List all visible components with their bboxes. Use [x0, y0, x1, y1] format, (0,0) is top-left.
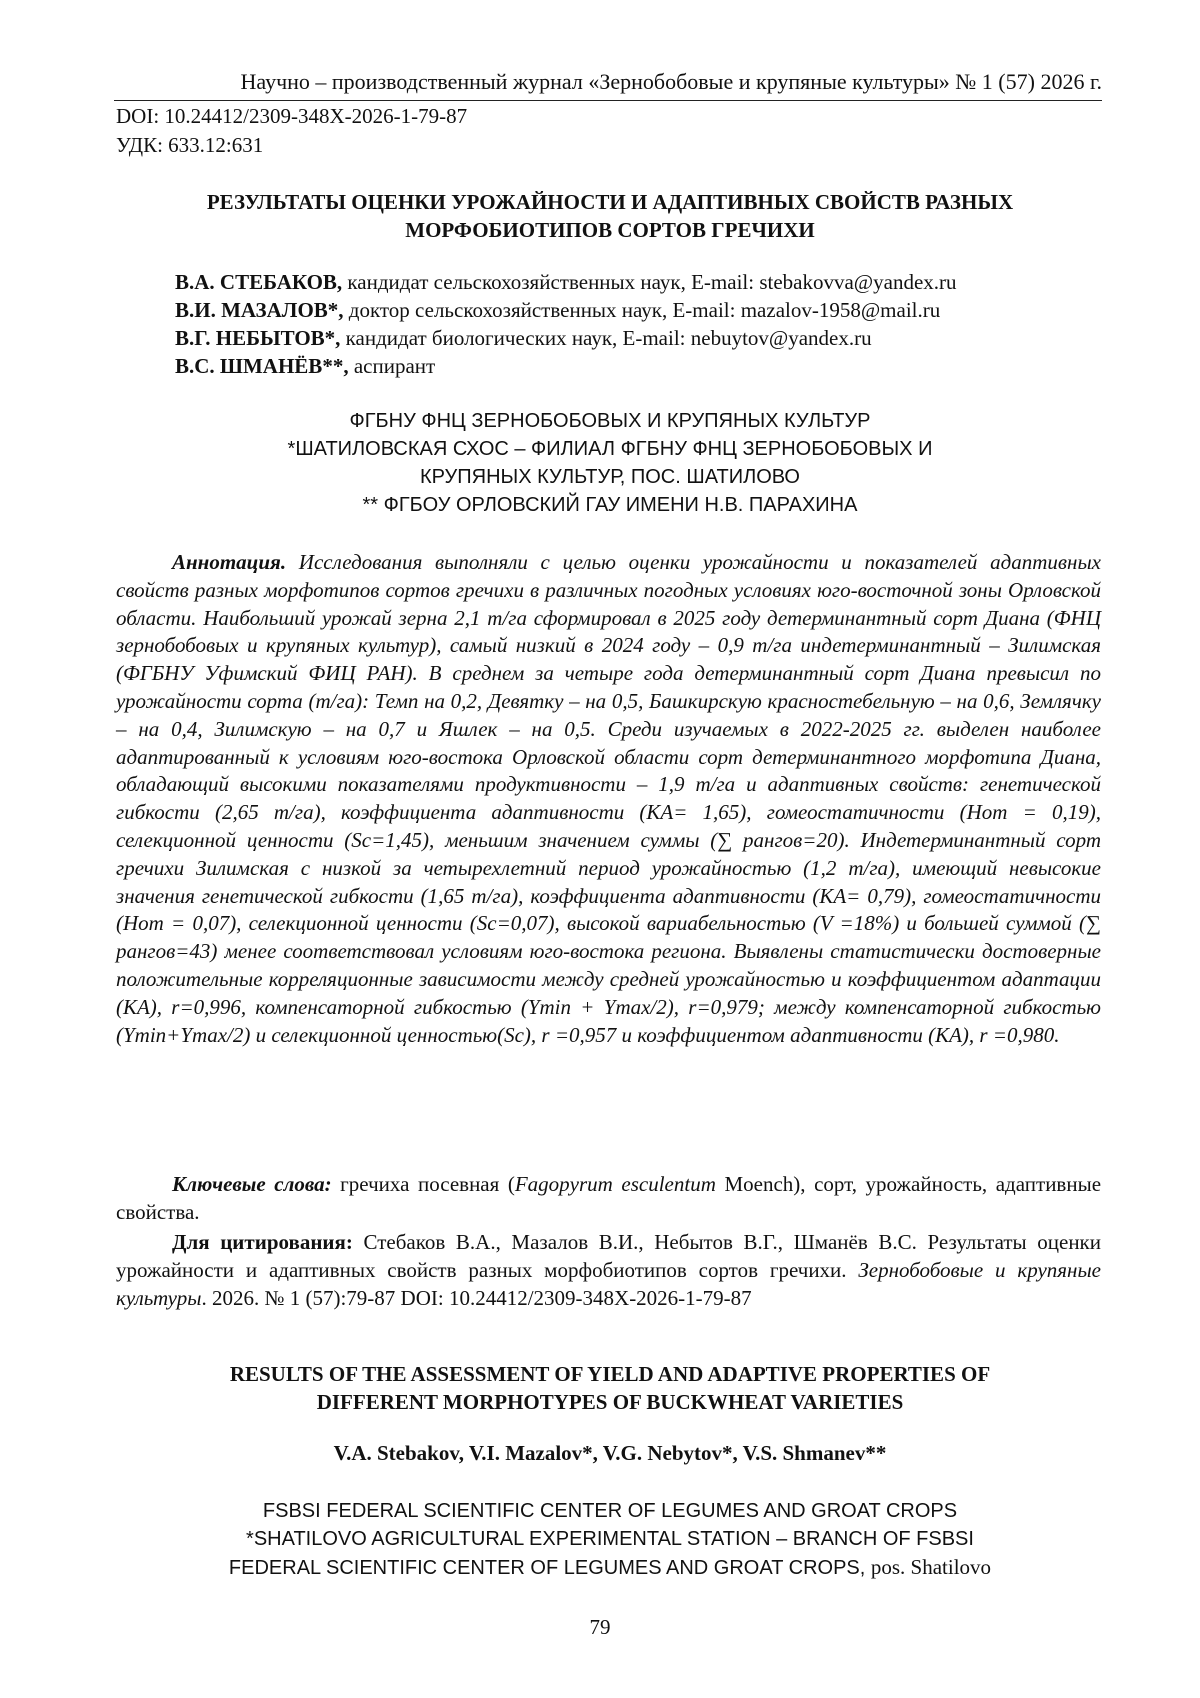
title-ru-line-2: МОРФОБИОТИПОВ СОРТОВ ГРЕЧИХИ	[405, 218, 815, 242]
keywords-label: Ключевые слова:	[172, 1172, 332, 1196]
affiliation-en-line-2: *SHATILOVO AGRICULTURAL EXPERIMENTAL STATION – BRANCH OF FSBSI	[246, 1528, 974, 1550]
article-title-en	[116, 1360, 1104, 1416]
author-line	[175, 352, 1115, 380]
keywords-paragraph	[116, 1170, 1101, 1226]
affiliation-ru-line-1: ФГБНУ ФНЦ ЗЕРНОБОБОВЫХ И КРУПЯНЫХ КУЛЬТУР	[349, 410, 871, 432]
article-title-ru	[116, 188, 1104, 244]
citation-paragraph	[116, 1228, 1101, 1312]
citation-journal: Зернобобовые и крупяные культуры	[116, 1258, 1101, 1310]
author-details: доктор сельскохозяйственных наук, E-mail: mazalov-1958@mail.ru	[348, 298, 941, 322]
affiliation-en-line-3-text: FEDERAL SCIENTIFIC CENTER OF LEGUMES AND GROAT CROPS,	[228, 1557, 866, 1579]
affiliations-ru	[116, 407, 1104, 519]
affiliation-ru-line-2: *ШАТИЛОВСКАЯ СХОС – ФИЛИАЛ ФГБНУ ФНЦ ЗЕРНОБОБОВЫХ И	[287, 438, 933, 460]
affiliation-ru-line-3: КРУПЯНЫХ КУЛЬТУР, ПОС. ШАТИЛОВО	[420, 466, 800, 488]
abstract-label: Аннотация.	[172, 550, 287, 574]
keywords-latin-name: Fagopyrum esculentum	[514, 1172, 716, 1196]
keywords-text-after: Moench), сорт, урожайность, адаптивные свойства.	[116, 1172, 1102, 1224]
citation-tail: . 2026. № 1 (57):79-87 DOI: 10.24412/2309-348X-2026-1-79-87	[201, 1286, 752, 1310]
journal-running-head: Научно – производственный журнал «Зернобобовые и крупяные культуры» № 1 (57) 2026 г.	[240, 69, 1102, 94]
author-name: В.А. СТЕБАКОВ,	[175, 270, 343, 294]
affiliation-en-line-1: FSBSI FEDERAL SCIENTIFIC CENTER OF LEGUMES AND GROAT CROPS	[262, 1500, 958, 1522]
authors-ru-list	[175, 268, 1115, 380]
page-number: 79	[589, 1615, 611, 1639]
author-details: аспирант	[353, 354, 436, 378]
author-line	[175, 324, 1115, 352]
abstract-paragraph	[116, 549, 1101, 1049]
keywords-text-before: гречиха посевная (	[340, 1172, 515, 1196]
title-ru-line-1: РЕЗУЛЬТАТЫ ОЦЕНКИ УРОЖАЙНОСТИ И АДАПТИВНЫХ СВОЙСТВ РАЗНЫХ	[206, 190, 1014, 214]
header-rule	[114, 100, 1102, 101]
author-details: кандидат сельскохозяйственных наук, E-mail: stebakovva@yandex.ru	[347, 270, 957, 294]
author-name: В.Г. НЕБЫТОВ*,	[175, 326, 341, 350]
title-en-line-2: DIFFERENT MORPHOTYPES OF BUCKWHEAT VARIETIES	[316, 1390, 904, 1414]
author-name: В.С. ШМАНЁВ**,	[175, 354, 349, 378]
affiliations-en	[116, 1497, 1104, 1582]
affiliation-en-line-3-suffix: pos. Shatilovo	[870, 1555, 992, 1579]
author-line	[175, 268, 1115, 296]
udk-line: УДК: 633.12:631	[116, 133, 264, 157]
authors-en: V.A. Stebakov, V.I. Mazalov*, V.G. Nebytov*, V.S. Shmanev**	[333, 1441, 887, 1465]
title-en-line-1: RESULTS OF THE ASSESSMENT OF YIELD AND ADAPTIVE PROPERTIES OF	[229, 1362, 991, 1386]
author-details: кандидат биологических наук, E-mail: nebuytov@yandex.ru	[345, 326, 872, 350]
affiliation-en-line-3	[116, 1553, 1104, 1582]
author-line	[175, 296, 1115, 324]
citation-label: Для цитирования:	[172, 1230, 353, 1254]
doi-line: DOI: 10.24412/2309-348X-2026-1-79-87	[116, 104, 468, 128]
abstract-text: Исследования выполняли с целью оценки урожайности и показателей адаптивных свойств разных морфотипов сортов гречихи в различных погодных условиях юго-восточной зоны Орловской области. Наибольший урожай зерна 2,1 т/га сформировал в 2025 году детерминантный сорт Диана (ФНЦ зернобобовых и крупяных культур), самый низкий в 2024 году – 0,9 т/га индетерминантный – Зилимская (ФГБНУ Уфимский ФИЦ РАН). В среднем за четыре года детерминантный сорт Диана превысил по урожайности сорта (т/га): Темп на 0,2, Девятку – на 0,5, Башкирскую красностебельную – на 0,6, Землячку – на 0,4, Зилимскую – на 0,7 и Яшлек – на 0,5. Среди изучаемых в 2022-2025 гг. выделен наиболее адаптированный к условиям юго-востока Орловской области сорт детерминантного морфотипа Диана, обладающий высокими показателями продуктивности – 1,9 т/га и адаптивных свойств: генетической гибкости (2,65 т/га), коэффициента адаптивности (КА= 1,65), гомеостатичности (Hom = 0,19), селекционной ценности (Sc=1,45), меньшим значением суммы (∑ рангов=20). Индетерминантный сорт гречихи Зилимская с низкой за четырехлетний период урожайностью (1,2 т/га), имеющий невысокие значения генетической гибкости (1,65 т/га), коэффициента адаптивности (КА= 0,79), гомеостатичности (Hom = 0,07), селекционной ценности (Sc=0,07), высокой вариабельностью (V =18%) и большей суммой (∑ рангов=43) менее соответствовал условиям юго-востока региона. Выявлены статистически достоверные положительные корреляционные зависимости между средней урожайностью и коэффициентом адаптации (КА), r=0,996, компенсаторной гибкостью (Ymin + Ymax/2), r=0,979; между компенсаторной гибкостью (Ymin+Ymax/2) и селекционной ценностью(Sc), r =0,957 и коэффициентом адаптивности (КА), r =0,980.	[116, 550, 1101, 1047]
author-name: В.И. МАЗАЛОВ*,	[175, 298, 344, 322]
affiliation-ru-line-4: ** ФГБОУ ОРЛОВСКИЙ ГАУ ИМЕНИ Н.В. ПАРАХИНА	[362, 494, 858, 516]
citation-text: Стебаков В.А., Мазалов В.И., Небытов В.Г., Шманёв В.С. Результаты оценки урожайности и адаптивных свойств разных морфобиотипов сортов гречихи.	[116, 1230, 1101, 1282]
